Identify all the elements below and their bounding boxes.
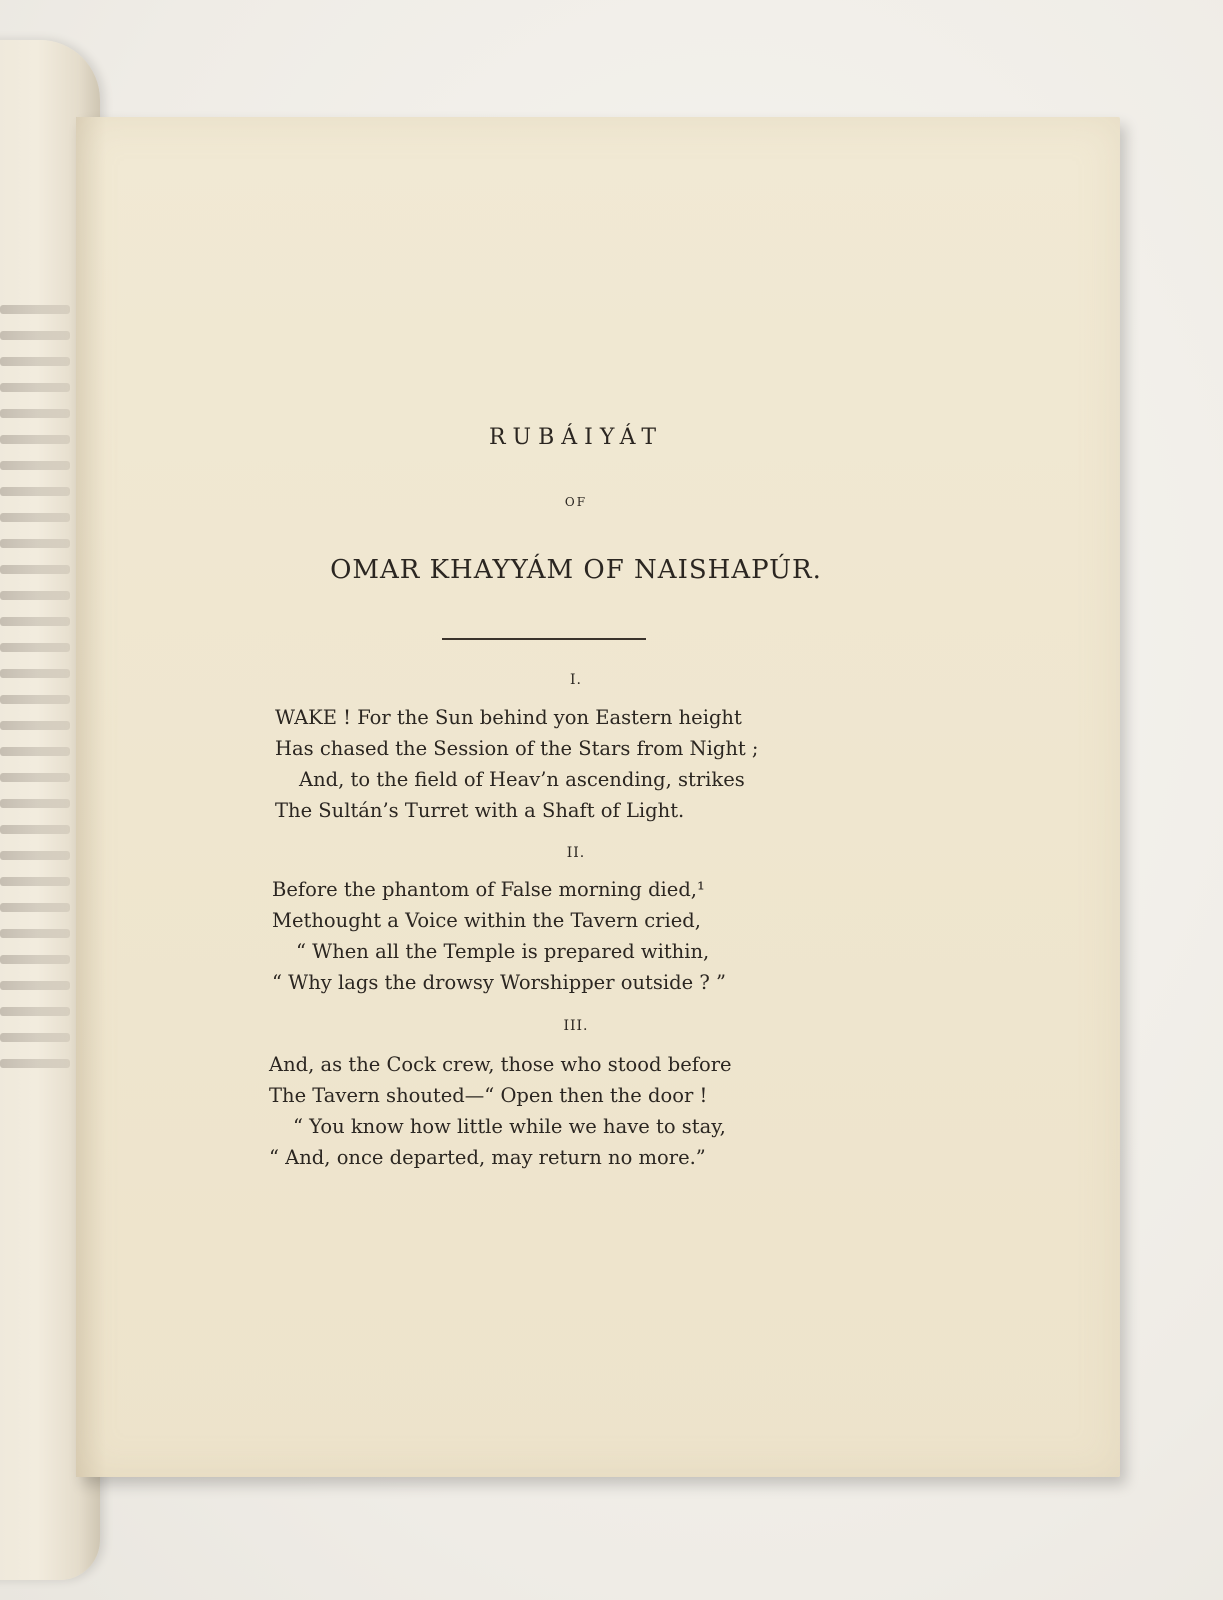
page-title: RUBÁIYÁT [488,425,664,450]
stanza [272,874,726,998]
verse-line: The Sultán’s Turret with a Shaft of Light. [275,799,685,822]
page-subtitle: OMAR KHAYYÁM OF NAISHAPÚR. [330,555,822,585]
verse-line: And, as the Cock crew, those who stood before [269,1053,732,1076]
verse-line: Before the phantom of False morning died,¹ [272,878,705,901]
verse-line: Has chased the Session of the Stars from Night ; [275,737,759,760]
show-through-text [0,305,70,1085]
verse-line: “ And, once departed, may return no more.” [269,1146,706,1169]
title-rule [442,638,646,640]
stanza [269,1049,732,1173]
stanza [275,702,759,826]
title-connector: OF [564,495,588,509]
stanza-numeral: III. [563,1018,589,1034]
book-page [76,117,1120,1477]
verse-line: And, to the field of Heav’n ascending, strikes [299,768,745,791]
verse-line: “ Why lags the drowsy Worshipper outside ? ” [272,971,726,994]
verse-line: WAKE ! For the Sun behind yon Eastern height [275,706,742,729]
verse-line: Methought a Voice within the Tavern cried, [272,909,701,932]
stanza-numeral: I. [570,672,582,688]
verse-line: “ You know how little while we have to stay, [293,1115,726,1138]
verse-line: The Tavern shouted—“ Open then the door ! [269,1084,708,1107]
stanza-numeral: II. [566,845,586,861]
verse-line: “ When all the Temple is prepared within, [296,940,710,963]
